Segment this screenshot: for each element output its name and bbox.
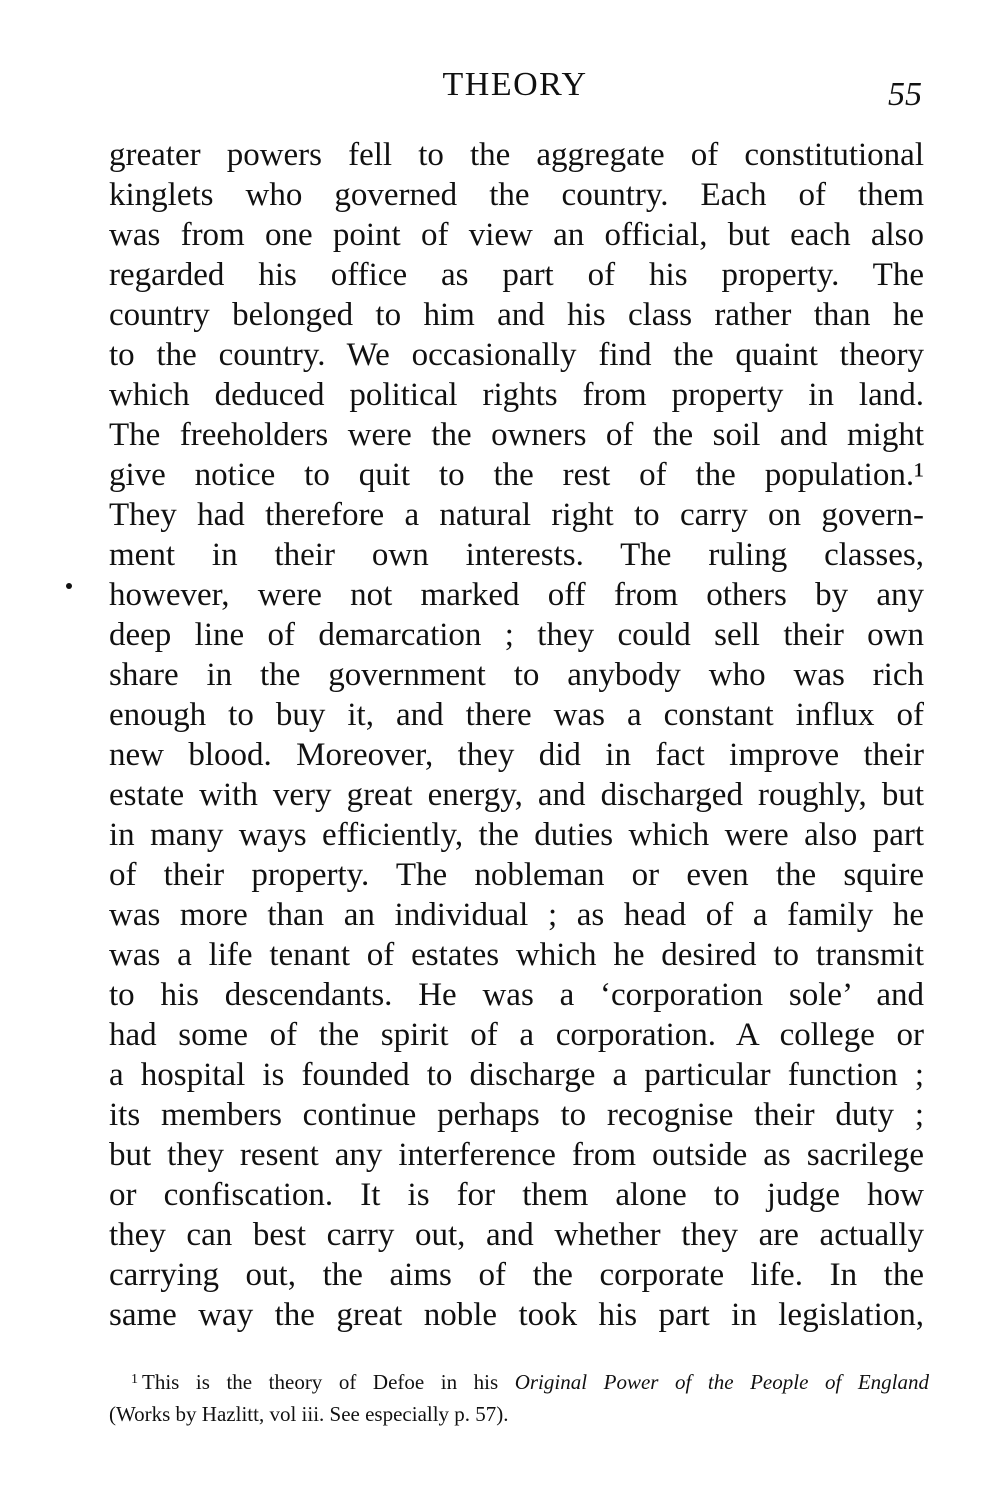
text-line: same way the great noble took his part in legislation,: [109, 1297, 924, 1333]
text-line: to the country. We occasionally find the quaint theory: [109, 337, 924, 373]
text-line: carrying out, the aims of the corporate life. In the: [109, 1257, 924, 1293]
footnote: [109, 1364, 929, 1430]
margin-dot-mark: [66, 583, 72, 589]
page-number: 55: [888, 76, 922, 113]
footnote-line: (Works by Hazlitt, vol iii. See especially p. 57).: [109, 1402, 509, 1426]
footnote-book-title: Original Power of the People of England: [514, 1370, 929, 1394]
text-line: but they resent any interference from outside as sacrilege: [109, 1137, 924, 1173]
text-line: enough to buy it, and there was a constant influx of: [109, 697, 924, 733]
text-line: was more than an individual ; as head of a family he: [109, 897, 924, 933]
text-line: They had therefore a natural right to carry on govern-: [109, 497, 924, 533]
text-line: had some of the spirit of a corporation. A college or: [109, 1017, 924, 1053]
text-line: regarded his office as part of his property. The: [109, 257, 924, 293]
text-line: they can best carry out, and whether they are actually: [109, 1217, 924, 1253]
text-line: however, were not marked off from others by any: [109, 577, 924, 613]
text-line: was a life tenant of estates which he desired to transmit: [109, 937, 924, 973]
text-line: of their property. The nobleman or even the squire: [109, 857, 924, 893]
text-line: was from one point of view an official, but each also: [109, 217, 924, 253]
text-line: estate with very great energy, and discharged roughly, but: [109, 777, 924, 813]
text-line: give notice to quit to the rest of the population.¹: [109, 457, 924, 493]
footnote-text: This is the theory of Defoe in his: [142, 1370, 499, 1394]
running-head: [0, 64, 1000, 113]
text-line: ment in their own interests. The ruling classes,: [109, 537, 924, 573]
text-line: which deduced political rights from property in land.: [109, 377, 924, 413]
text-line: deep line of demarcation ; they could sell their own: [109, 617, 924, 653]
text-line: greater powers fell to the aggregate of constitutional: [109, 137, 924, 173]
running-title: THEORY: [442, 66, 588, 103]
text-line: to his descendants. He was a ‘corporation sole’ and: [109, 977, 924, 1013]
text-line: kinglets who governed the country. Each of them: [109, 177, 924, 213]
text-line: its members continue perhaps to recognise their duty ;: [109, 1097, 924, 1133]
footnote-marker: 1: [131, 1372, 138, 1387]
text-line: The freeholders were the owners of the soil and might: [109, 417, 924, 453]
text-line: new blood. Moreover, they did in fact improve their: [109, 737, 924, 773]
text-line: country belonged to him and his class rather than he: [109, 297, 924, 333]
body-text: [109, 135, 924, 1335]
text-line: a hospital is founded to discharge a particular function ;: [109, 1057, 924, 1093]
footnote-line: [109, 1364, 929, 1398]
text-line: or confiscation. It is for them alone to judge how: [109, 1177, 924, 1213]
text-line: in many ways efficiently, the duties which were also part: [109, 817, 924, 853]
text-line: share in the government to anybody who was rich: [109, 657, 924, 693]
